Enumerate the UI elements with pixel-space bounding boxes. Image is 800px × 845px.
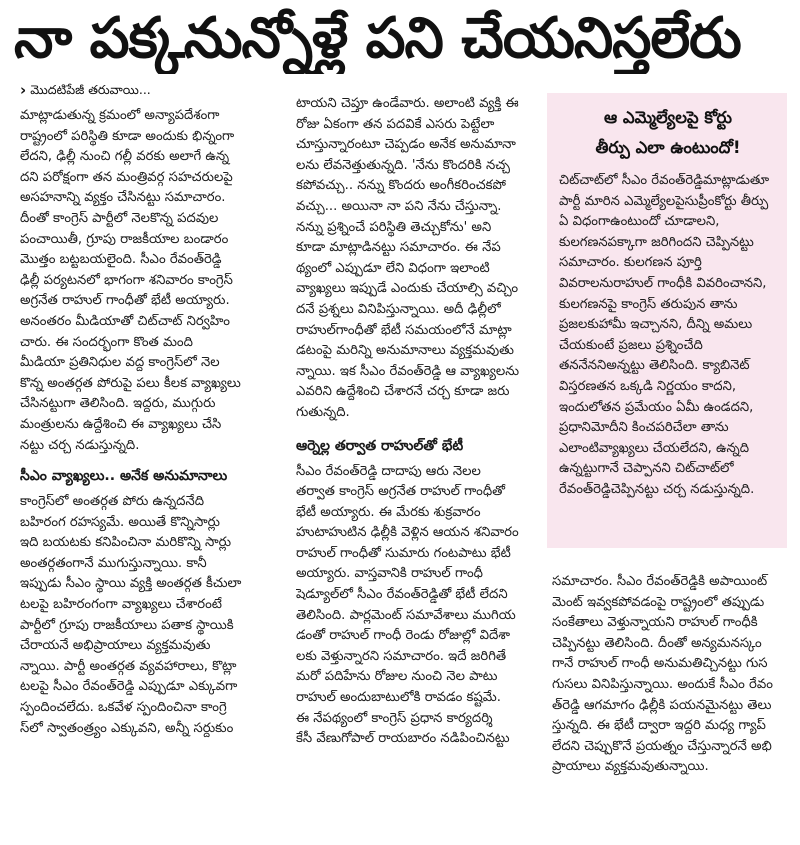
text-line: మీడియా ప్రతినిధుల వద్ద కాంగ్రెస్‌లో నెల — [20, 355, 220, 371]
body-paragraph — [20, 106, 282, 456]
text-line: గానే రాహుల్ గాంధీ అనుమతిచ్చినట్టు గుస — [552, 656, 768, 672]
text-line: మంత్రులను ఉద్దేశించి ఈ వ్యాఖ్యలు చేసి — [20, 416, 222, 432]
text-line: సమాచారం. సీఎం రేవంత్‌రెడ్డికి అపాయింట్ — [552, 574, 768, 589]
text-line: అనంతరం మీడియాతో చిట్‌చాట్ నిర్వహిం — [20, 313, 230, 329]
text-line: రాహుల్ గాంధీతో సుమారు గంటపాటు భేటీ — [296, 545, 511, 561]
text-line: దని పరోక్షంగా తన మంత్రివర్గ సహచరులపై — [20, 169, 233, 185]
body-paragraph — [552, 572, 788, 778]
text-line: వ్యాఖ్యలు ఇప్పుడే ఎందుకు చేయాల్సి వచ్చిం — [296, 281, 519, 297]
text-line: ఇప్పుడు సీఎం స్థాయి వ్యక్తి అంతర్గత కీచులా — [20, 576, 242, 592]
text-line: టలపై సీఎం రేవంత్‌రెడ్డి ఎప్పుడూ ఎక్కువగా — [20, 679, 238, 695]
text-line: ఈ నేపథ్యంలో కాంగ్రెస్ ప్రధాన కార్యదర్శి — [296, 710, 493, 726]
text-line: లేదని, ఢిల్లీ నుంచి గల్లీ వరకు అలాగే ఉన్న — [20, 149, 230, 165]
text-line: స్‌లో స్వాతంత్ర్యం ఎక్కువని, అన్నీ సర్దుకుం — [20, 720, 234, 736]
text-line: తన ఒక్కడి నిర్ణయం కాదని, ఇందులో — [559, 378, 737, 415]
kicker-text: మొదటిపేజీ తరువాయి... — [30, 81, 151, 97]
text-line: లకు వెళ్తున్నారని సమాచారం. ఇదే జరిగితే — [296, 648, 507, 664]
text-line: ణనపై కాంగ్రెస్ తరుపున తాను ప్రజలకు — [559, 296, 738, 333]
text-line: చెప్పినట్టు చర్చ నడుస్తున్నది. — [610, 481, 755, 497]
text-line: అగ్రనేత రాహుల్ గాంధీతో భేటీ అయ్యారు. — [20, 293, 230, 309]
body-paragraph — [296, 462, 534, 750]
text-line: మెంట్ ఇవ్వకపోవడంపై రాష్ట్రంలో తప్పుడు — [552, 594, 765, 610]
text-line: అయ్యారు. వాస్తవానికి రాహుల్ గాంధీ — [296, 566, 483, 582]
text-line: భేటీ అయ్యారు. ఈ మేరకు శుక్రవారం — [296, 504, 481, 520]
text-line: అన్నట్టు తెలిసింది. క్యాబినెట్ విస్తరణ — [559, 358, 750, 394]
text-line: పక్కాగా జరిగిందని చెప్పినట్టు సమా — [559, 234, 754, 271]
text-line: బహిరంగ రహస్యమే. అయితే కొన్నిసార్లు — [20, 514, 220, 530]
text-line: స్పందించలేదు. ఒకవేళ స్పందించినా కాంగ్రె — [20, 700, 227, 716]
text-line: లేదని చెప్పుకొనే ప్రయత్నం చేస్తున్నారనే అభి — [552, 738, 772, 754]
text-line: సంకేతాలు వెళ్తున్నాయని రాహుల్ గాంధీకి — [552, 615, 758, 631]
subheading: సీఎం వ్యాఖ్యలు.. అనేక అనుమానాలు — [20, 468, 228, 485]
text-line: థ్యంలో ఎప్పుడూ లేని విధంగా ఇలాంటి — [296, 260, 490, 276]
text-line: చేసినట్టుగా తెలిసింది. ఇద్దరు, ముగ్గురు — [20, 396, 216, 412]
text-line: చిట్‌చాట్‌లో సీఎం రేవంత్‌రెడ్డి — [559, 173, 704, 188]
sidebar-body — [559, 171, 777, 501]
body-paragraph — [20, 492, 282, 739]
subheading: ఆర్నెల్ల తర్వాత రాహుల్‌తో భేటీ — [296, 437, 464, 454]
chevron-right-icon: › — [20, 80, 27, 99]
text-line: వచ్చు... అయినా నా పని నేను చేస్తున్నా. — [296, 198, 502, 214]
text-line: చారం. కులగణన పూర్తి వివరాలను — [559, 255, 702, 291]
text-line: రాహుల్ అందుబాటులోకి రావడం కష్టమే. — [296, 690, 501, 706]
text-line: త్‌రెడ్డి ఆగమాగం ఢిల్లీకి పయనమైనట్టు తెలు — [552, 697, 772, 713]
article-column-1 — [20, 80, 282, 739]
text-line: ఢిల్లీ పర్యటనలో భాగంగా శనివారం కాంగ్రెస్ — [20, 272, 233, 288]
text-line: కాంగ్రెస్‌లో అంతర్గత పోరు ఉన్నదనేది — [20, 494, 205, 510]
sidebar-heading-line-1: ఆ ఎమ్మెల్యేలపై కోర్టు — [604, 108, 732, 127]
article-column-3 — [552, 572, 788, 778]
text-line: కుంటే ప్రజలు ప్రశ్నించేది తననేనని — [559, 337, 703, 374]
text-line: ఉంటుందో చూడాలని, కులగణన — [559, 214, 720, 250]
headline: నా పక్కనున్నోళ్లే పని చేయనిస్తలేరు — [14, 6, 741, 71]
text-line: కొన్న అంతర్గత పోరుపై పలు కీలక వ్యాఖ్యలు — [20, 375, 241, 391]
text-line: టలపై బహిరంగంగా వ్యాఖ్యలు చేశారంటే — [20, 597, 222, 613]
text-line: ఎవరిని ఉద్దేశించి చేశారనే చర్చ కూడా జరు — [296, 384, 510, 400]
text-line: డంతో రాహుల్ గాంధీ రెండు రోజుల్లో విదేశా — [296, 628, 510, 644]
text-line: ఇది బయటకు కనిపించినా మరికొన్ని సార్లు — [20, 535, 232, 551]
text-line: వ్యాఖ్యలు చేయలేదని, ఉన్నది ఉన్నట్టు — [559, 440, 750, 477]
text-line: చెప్పినట్టు తెలిసింది. దీంతో అన్యమనస్కం — [552, 635, 762, 651]
text-line: కపోవచ్చు.. నన్ను కొందరు అంగీకరించకపో — [296, 178, 506, 194]
text-line: కూడా మాట్లాడినట్టు సమాచారం. ఈ నేప — [296, 240, 501, 256]
text-line: నన్ను ప్రశ్నించే పరిస్థితి తెచ్చుకోను' అని — [296, 219, 492, 235]
text-line: అసహనాన్ని వ్యక్తం చేసినట్టు సమాచారం. — [20, 190, 226, 206]
text-line: గుతున్నది. — [296, 404, 350, 420]
text-line: దనే ప్రశ్నలు వినిపిస్తున్నాయి. అదీ ఢిల్లీలో — [296, 301, 501, 317]
text-line: సుప్రీంకోర్టు తీర్పు ఏ విధంగా — [559, 193, 769, 230]
text-line: డటంపై మరిన్ని అనుమానాలు వ్యక్తమవుతు — [296, 343, 514, 359]
text-line: గానే చెప్పానని చిట్‌చాట్‌లో రేవంత్‌రెడ్డి — [559, 461, 734, 497]
sidebar-heading-line-2: తీర్పు ఎలా ఉంటుందో! — [595, 138, 741, 157]
text-line: రాష్ట్రంలో పరిస్థితి కూడా అందుకు భిన్నంగా — [20, 128, 235, 144]
text-line: అంతర్గతంగానే ముగుస్తున్నాయి. కానీ — [20, 555, 207, 571]
body-paragraph — [296, 94, 534, 424]
text-line: పంచాయితీ, గ్రూపు రాజకీయాల బండారం — [20, 231, 229, 247]
text-line: మొత్తం బట్టబయలైంది. సీఎం రేవంత్‌రెడ్డి — [20, 252, 222, 268]
text-line: కేసీ వేణుగోపాల్ రాయబారం నడిపించినట్టు — [296, 731, 510, 747]
text-line: సీఎం రేవంత్‌రెడ్డి దాదాపు ఆరు నెలల — [296, 463, 481, 479]
text-line: తర్వాత కాంగ్రెస్ అగ్రనేత రాహుల్ గాంధీతో — [296, 484, 506, 500]
text-line: మాట్లాడుతున్న క్రమంలో అన్యాపదేశంగా — [20, 108, 220, 123]
text-line: తెలిసింది. పార్లమెంట్ సమావేశాలు ముగియ — [296, 607, 516, 623]
text-line: చూస్తున్నారంటూ చెప్పడం అనేక అనుమానా — [296, 137, 516, 153]
text-line: దీంతో కాంగ్రెస్ పార్టీలో నెలకొన్న పదవుల — [20, 210, 219, 226]
text-line: న్నాయి. ఇక సీఎం రేవంత్‌రెడ్డి ఆ వ్యాఖ్యలను — [296, 363, 520, 379]
text-line: గుసలు వినిపిస్తున్నాయి. అందుకే సీఎం రేవం — [552, 676, 773, 692]
text-line: మరో పదిహేను రోజుల నుంచి నెల పాటు — [296, 669, 498, 685]
text-line: స్తున్నది. ఈ భేటీ ద్వారా ఇద్దరి మధ్య గ్యాప్ — [552, 718, 766, 734]
text-line: హామీ ఇచ్చానని, దీన్ని అమలు చేయ — [559, 317, 753, 353]
text-line: మోదీని కించపరిచేలా తాను ఎలాంటి — [559, 420, 729, 456]
text-line: చారు. ఈ సందర్భంగా కొంత మంది — [20, 334, 193, 350]
text-line: రాహుల్‌గాంధీతో భేటీ సమయంలోనే మాట్లా — [296, 322, 512, 338]
text-line: హుటాహుటిన ఢిల్లీకి వెళ్లిన ఆయన శనివారం — [296, 525, 519, 541]
text-line: నట్టు చర్చ నడుస్తున్నది. — [20, 437, 140, 453]
article-column-2 — [296, 94, 534, 750]
text-line: లను లేవనెత్తుతున్నది. 'నేను కొందరికి నచ్చ — [296, 157, 511, 173]
text-line: తన ప్రమేయం ఏమీ ఉండదని, ప్రధాని — [559, 399, 754, 436]
text-line: టాయని చెప్తూ ఉండేవారు. అలాంటి వ్యక్తి ఈ — [296, 96, 519, 111]
text-line: ప్రాయాలు వ్యక్తమవుతున్నాయి. — [552, 759, 709, 775]
text-line: మాట్లాడుతూ పార్టీ మారిన ఎమ్మెల్యేలపై — [559, 173, 770, 209]
text-line: రోజు ఏకంగా తన పదవికే ఎసరు పెట్టేలా — [296, 116, 495, 132]
text-line: చేరాయనే అభిప్రాయాలు వ్యక్తమవుతు — [20, 638, 211, 654]
continued-kicker — [20, 80, 282, 100]
text-line: షెడ్యూల్‌లో సీఎం రేవంత్‌రెడ్డితో భేటీ లేదని — [296, 587, 508, 603]
text-line: న్నాయి. పార్టీ అంతర్గత వ్యవహారాలు, కొట్లా — [20, 658, 237, 674]
text-line: రాహుల్ గాంధీకి వివరించానని, కులగ — [559, 275, 767, 312]
sidebar-box — [547, 93, 787, 548]
text-line: పార్టీలో గ్రూపు రాజకీయాలు పతాక స్థాయికి — [20, 617, 234, 633]
